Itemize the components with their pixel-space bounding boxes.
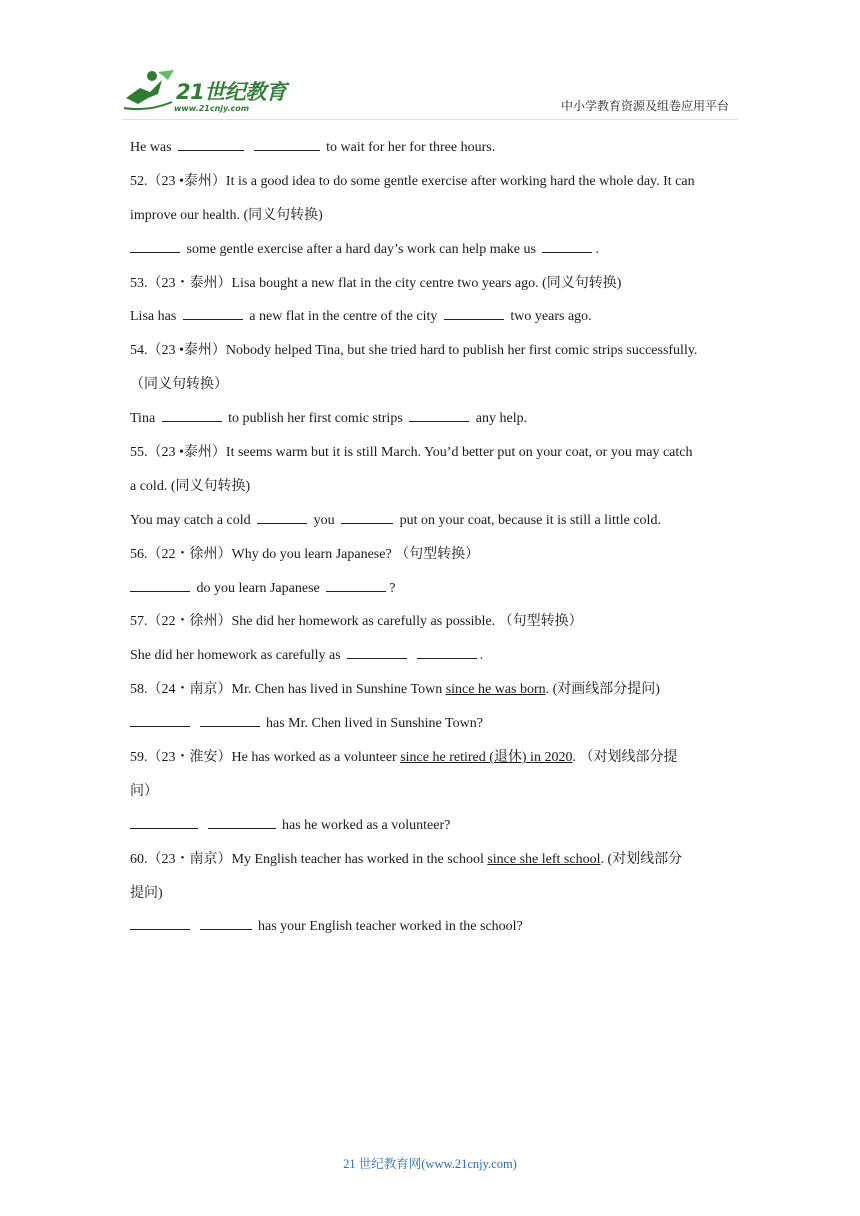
page-header bbox=[0, 0, 860, 130]
answer-blank[interactable] bbox=[341, 509, 393, 524]
answer-blank[interactable] bbox=[130, 577, 190, 592]
question-57: 57.（22・徐州）She did her homework as carefully as possible. （句型转换） bbox=[130, 614, 583, 630]
logo bbox=[122, 68, 292, 114]
answer-blank[interactable] bbox=[178, 136, 244, 151]
question-59-cont: 问） bbox=[130, 783, 158, 799]
answer-line-60: has your English teacher worked in the school? bbox=[130, 915, 736, 949]
question-60: 60.（23・南京）My English teacher has worked in the school since she left school. (对划线部分 bbox=[130, 851, 683, 867]
answer-blank[interactable] bbox=[347, 644, 407, 659]
answer-line-51: He was to wait for her for three hours. bbox=[130, 136, 736, 170]
question-54-cont: （同义句转换） bbox=[130, 377, 228, 393]
answer-line-59: has he worked as a volunteer? bbox=[130, 814, 736, 848]
answer-line-57: She did her homework as carefully as . bbox=[130, 644, 736, 678]
question-56: 56.（22・徐州）Why do you learn Japanese? （句型转换） bbox=[130, 546, 480, 562]
answer-line-58: has Mr. Chen lived in Sunshine Town? bbox=[130, 712, 736, 746]
runner-logo-icon bbox=[122, 68, 178, 114]
question-55: 55.（23 •泰州）It seems warm but it is still March. You’d better put on your coat, or you may catch bbox=[130, 445, 693, 461]
answer-blank[interactable] bbox=[417, 644, 477, 659]
answer-blank[interactable] bbox=[162, 407, 222, 422]
answer-line-55: You may catch a cold you put on your coat, because it is still a little cold. bbox=[130, 509, 736, 543]
exercise-content bbox=[130, 136, 736, 949]
answer-line-53: Lisa has a new flat in the centre of the city two years ago. bbox=[130, 305, 736, 339]
question-54: 54.（23 •泰州）Nobody helped Tina, but she tried hard to publish her first comic strips successfully. bbox=[130, 343, 698, 359]
answer-blank[interactable] bbox=[130, 712, 190, 727]
answer-line-56: do you learn Japanese ? bbox=[130, 577, 736, 611]
question-52: 52.（23 •泰州）It is a good idea to do some gentle exercise after working hard the whole day. It can bbox=[130, 173, 695, 189]
logo-text: 21世纪教育 bbox=[176, 80, 287, 104]
question-53: 53.（23・泰州）Lisa bought a new flat in the city centre two years ago. (同义句转换) bbox=[130, 275, 622, 291]
answer-blank[interactable] bbox=[208, 814, 276, 829]
answer-blank[interactable] bbox=[542, 238, 592, 253]
answer-line-52: some gentle exercise after a hard day’s work can help make us . bbox=[130, 238, 736, 272]
answer-blank[interactable] bbox=[130, 814, 198, 829]
answer-line-54: Tina to publish her first comic strips any help. bbox=[130, 407, 736, 441]
question-52-cont: improve our health. (同义句转换) bbox=[130, 207, 323, 223]
answer-blank[interactable] bbox=[254, 136, 320, 151]
answer-blank[interactable] bbox=[257, 509, 307, 524]
page-footer[interactable]: 21 世纪教育网(www.21cnjy.com) bbox=[343, 1157, 517, 1171]
answer-blank[interactable] bbox=[183, 305, 243, 320]
answer-blank[interactable] bbox=[200, 915, 252, 930]
answer-blank[interactable] bbox=[130, 238, 180, 253]
question-60-cont: 提问) bbox=[130, 885, 163, 901]
logo-url: www.21cnjy.com bbox=[174, 104, 250, 113]
answer-blank[interactable] bbox=[130, 915, 190, 930]
answer-blank[interactable] bbox=[409, 407, 469, 422]
answer-blank[interactable] bbox=[444, 305, 504, 320]
question-55-cont: a cold. (同义句转换) bbox=[130, 478, 251, 494]
question-59: 59.（23・淮安）He has worked as a volunteer since he retired (退休) in 2020. （对划线部分提 bbox=[130, 750, 678, 766]
question-58: 58.（24・南京）Mr. Chen has lived in Sunshine Town since he was born. (对画线部分提问) bbox=[130, 682, 660, 698]
answer-blank[interactable] bbox=[200, 712, 260, 727]
answer-blank[interactable] bbox=[326, 577, 386, 592]
header-divider bbox=[122, 119, 738, 120]
header-tagline: 中小学教育资源及组卷应用平台 bbox=[560, 99, 729, 113]
